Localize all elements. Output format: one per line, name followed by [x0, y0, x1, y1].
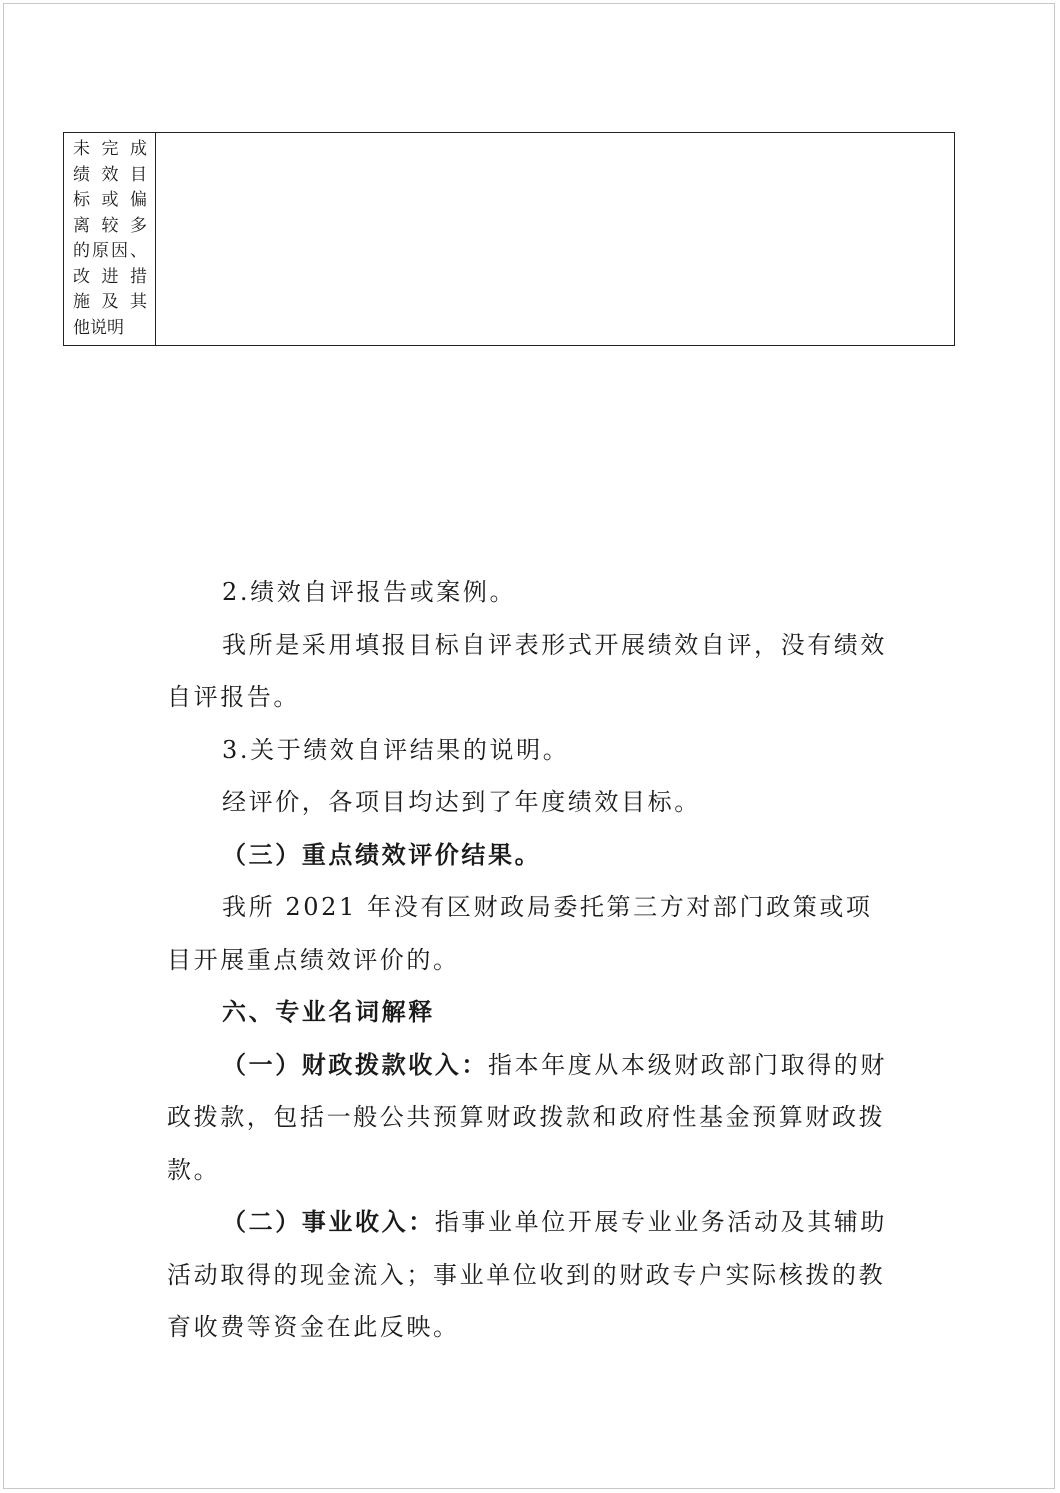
table-label-line: 离 较 多: [73, 215, 147, 236]
glossary-term: （一）财政拨款收入：: [222, 1050, 488, 1079]
glossary-term: （二）事业收入：: [222, 1208, 435, 1236]
table-label-line: 绩 效 目: [73, 164, 147, 185]
section-heading-key-evaluation: （三）重点绩效评价结果。: [222, 840, 542, 869]
table-content-cell: [156, 133, 954, 345]
table-label-line: 改 进 措: [73, 266, 147, 287]
glossary-item-business-income: [167, 1196, 897, 1354]
paragraph-self-eval-report-heading: 2.绩效自评报告或案例。: [222, 578, 517, 606]
glossary-definition: 指事业单位开展专业业务活动及其辅助活动取得的现金流入；事业单位收到的财政专户实际核拨的教育收费等资金在此反映。: [167, 1208, 888, 1341]
glossary-definition: 指本年度从本级财政部门取得的财政拨款，包括一般公共预算财政拨款和政府性基金预算财政拨款。: [167, 1050, 887, 1184]
evaluation-table: [63, 132, 955, 346]
table-label-cell: [64, 133, 156, 345]
table-label-line: 标 或 偏: [73, 190, 147, 210]
paragraph-evaluation-summary: 经评价，各项目均达到了年度绩效目标。: [222, 788, 701, 816]
table-label-line: 的原因、: [73, 241, 147, 261]
table-label-line: 施 及 其: [73, 292, 147, 312]
table-label-line: 他说明: [73, 317, 124, 338]
glossary-item-fiscal-appropriation: [167, 1039, 897, 1197]
table-label-line: 未 完 成: [73, 139, 147, 159]
paragraph-self-eval-method: 我所是采用填报目标自评表形式开展绩效自评，没有绩效自评报告。: [167, 630, 887, 711]
paragraph-self-eval-result-heading: 3.关于绩效自评结果的说明。: [222, 735, 570, 764]
document-body: [167, 566, 897, 1354]
section-heading-glossary: 六、专业名词解释: [222, 998, 435, 1026]
paragraph-key-evaluation: 我所 2021 年没有区财政局委托第三方对部门政策或项目开展重点绩效评价的。: [167, 893, 873, 974]
